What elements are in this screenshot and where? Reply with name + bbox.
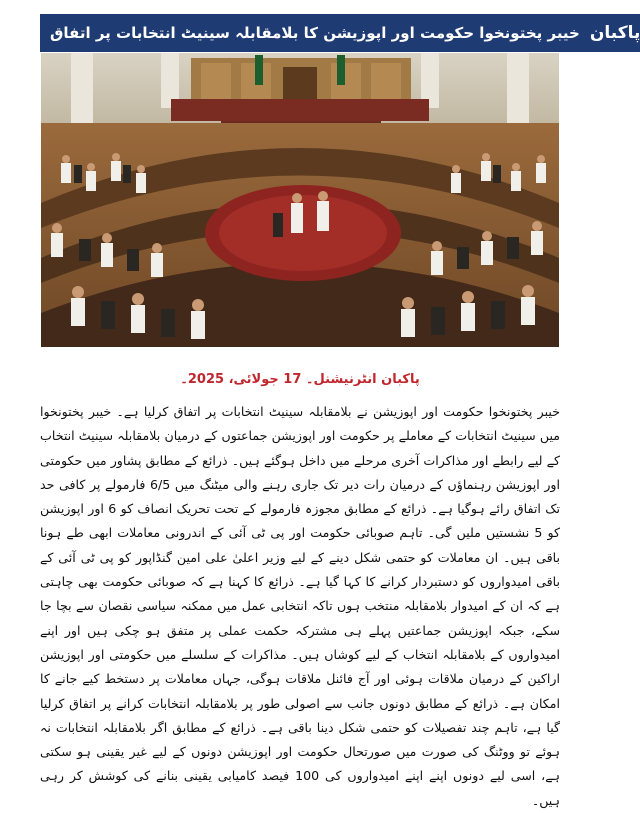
brand-logo[interactable]: پاکبان [590,14,640,52]
headline[interactable]: خیبر پختونخوا حکومت اور اپوزیشن کا بلامقابلہ سینیٹ انتخابات پر اتفاق [40,14,590,52]
assembly-photo [41,53,559,347]
assembly-photo-illustration [41,53,559,347]
article-body: خیبر پختونخوا حکومت اور اپوزیشن نے بلامقابلہ سینیٹ انتخابات پر اتفاق کرلیا ہے۔ خیبر پختونخوا میں سینیٹ انتخابات کے معاملے پر حکومت اور اپوزیشن جماعتوں کے درمیان بلامقابلہ سینیٹ انتخاب کے لیے رابطے اور مذاکرات آخری مرحلے میں داخل ہوگئے ہیں۔ ذرائع کے مطابق پشاور میں حکومتی اور اپوزیشن رہنماؤں کے درمیان رات دیر تک جاری رہنے والی میٹنگ میں 6/5 فارمولے پر کافی حد تک اتفاق رائے ہوگیا ہے۔ ذرائع کے مطابق مجوزہ فارمولے کے تحت تحریک انصاف کو 6 اور اپوزیشن کو 5 نشستیں ملیں گی۔ تاہم صوبائی حکومت اور پی ٹی آئی کے اندرونی معاملات ابھی طے ہونا باقی ہیں۔ ان معاملات کو حتمی شکل دینے کے لیے وزیر اعلیٰ علی امین گنڈاپور کو پی ٹی آئی کے باقی امیدواروں کو دستبردار کرانے کا کہا گیا ہے۔ ذرائع کا کہنا ہے کہ صوبائی حکومت بھی چاہتی ہے کہ ان کے امیدوار بلامقابلہ منتخب ہوں تاکہ انتخابی عمل میں ممکنہ سیاسی نقصان سے بچا جا سکے، جبکہ اپوزیشن جماعتیں پہلے ہی مشترکہ حکمت عملی پر متفق ہو چکی ہیں اور اپنے امیدواروں کے بلامقابلہ انتخاب کے لیے کوشاں ہیں۔ مذاکرات کے سلسلے میں حکومتی اور اپوزیشن اراکین کے درمیان ملاقات ہوئی اور آج فائنل ملاقات ہوگی، جہاں معاملات پر دستخط کیے جانے کا امکان ہے۔ ذرائع کے مطابق دونوں جانب سے اصولی طور پر بلامقابلہ انتخابات کرانے پر اتفاق کرلیا گیا ہے، تاہم چند تفصیلات کو حتمی شکل دینا باقی ہے۔ ذرائع کے مطابق اگر بلامقابلہ انتخابات نہ ہوئے تو ووٹنگ کی صورت میں صورتحال حکومت اور اپوزیشن دونوں کے لیے غیر یقینی ہو سکتی ہے، اسی لیے دونوں اپنے اپنے امیدواروں کی 100 فیصد کامیابی یقینی بنانے کی کوشش کر رہی ہیں۔ [40,404,560,808]
article-header [40,14,640,52]
dateline: پاکبان انٹرنیشنل۔ 17 جولائی، 2025۔ [180,372,420,387]
